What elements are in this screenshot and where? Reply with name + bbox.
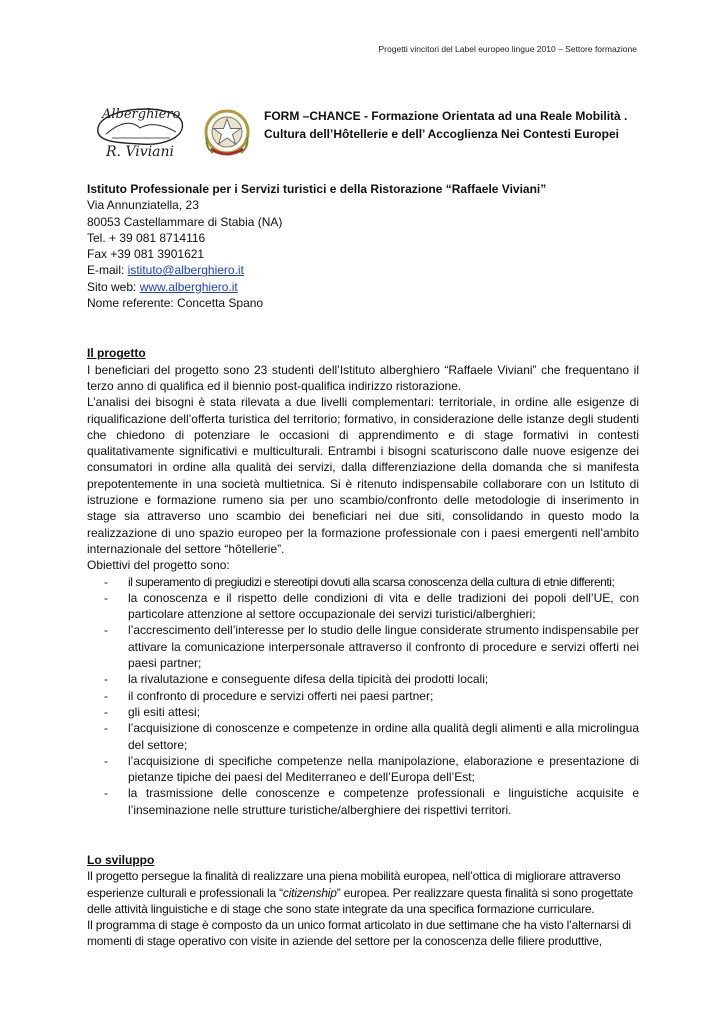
school-logo xyxy=(92,98,187,160)
institute-address: Via Annunziatella, 23 xyxy=(87,198,199,213)
institute-city: 80053 Castellammare di Stabia (NA) xyxy=(87,214,283,229)
objective-item: - gli esiti attesi; xyxy=(87,704,639,720)
sviluppo-paragraph-1 xyxy=(87,868,639,917)
project-title-line1: FORM –CHANCE - Formazione Orientata ad una Reale Mobilità . xyxy=(264,109,628,123)
project-title-line2: Cultura dell’Hôtellerie e dell’ Accoglienza Nei Contesti Europei xyxy=(264,127,619,141)
objective-item: - il superamento di pregiudizi e stereotipi dovuti alla scarsa conoscenza della cultura di etnie differenti; xyxy=(87,574,639,590)
section-heading-sviluppo: Lo sviluppo xyxy=(87,852,155,867)
objective-item: - il confronto di procedure e servizi offerti nei paesi partner; xyxy=(87,688,639,704)
website-link[interactable]: www.alberghiero.it xyxy=(139,279,238,294)
institute-email-line xyxy=(87,262,639,278)
sviluppo-paragraph-2: Il programma di stage è composto da un unico format articolato in due settimane che ha visto l’alternarsi di momenti di stage operativo con visite in aziende del settore per la conoscenza delle filiere produttive, xyxy=(87,918,632,949)
web-label: Sito web: xyxy=(87,279,140,294)
project-title xyxy=(264,107,664,143)
objectives-list xyxy=(87,574,639,818)
school-logo-subname: R. Viviani xyxy=(106,144,175,160)
section-heading-progetto: Il progetto xyxy=(87,346,146,361)
italian-emblem-icon xyxy=(201,107,253,163)
document-body xyxy=(87,181,639,950)
institute-web-line xyxy=(87,279,639,295)
institute-referent: Nome referente: Concetta Spano xyxy=(87,296,264,311)
objective-item: - l’acquisizione di specifiche competenze nella manipolazione, elaborazione e presentazione di pietanze tipiche dei paesi del Mediterraneo e dell’Europa dell’Est; xyxy=(87,753,639,786)
institute-tel: Tel. + 39 081 8714116 xyxy=(87,230,206,245)
citizenship-term: citizenship xyxy=(282,885,337,900)
sviluppo-text-before: Il progetto persegue la finalità di realizzare una piena mobilità europea, nell’ottica di migliorare attraverso esperienze culturali e professionali la “ xyxy=(87,869,621,900)
objective-item: - l’accrescimento dell’interesse per lo studio delle lingue considerate strumento indispensabile per attivare la comunicazione interpersonale attraverso il confronto di procedure e servizi offerti nei paesi partner; xyxy=(87,622,639,671)
objective-item: - l’acquisizione di conoscenze e competenze in ordine alla qualità degli alimenti e alla microlingua del settore; xyxy=(87,720,639,753)
progetto-paragraph-1: I beneficiari del progetto sono 23 studenti dell’Istituto alberghiero “Raffaele Viviani” che frequentano il terzo anno di qualifica ed il biennio post-qualifica indirizzo ristorazione. xyxy=(87,362,639,393)
email-link[interactable]: istituto@alberghiero.it xyxy=(127,263,244,278)
email-label: E-mail: xyxy=(87,263,128,278)
objective-item: - la conoscenza e il rispetto delle condizioni di vita e delle tradizioni dei popoli dell’UE, con particolare attenzione al settore occupazionale dei servizi turistici/alberghieri; xyxy=(87,590,639,623)
objectives-intro: Obiettivi del progetto sono: xyxy=(87,558,230,573)
objective-item: - la trasmissione delle conoscenze e competenze professionali e linguistiche acquisite e l’inseminazione nelle strutture turistiche/alberghiere dei rispettivi territori. xyxy=(87,785,639,818)
progetto-paragraph-2: L’analisi dei bisogni è stata rilevata a due livelli complementari: territoriale, in ordine alle esigenze di riqualificazione dell’offerta turistica del territorio; formativo, in considerazione delle istanze degli studenti che chiedono di potenziare le occasioni di apprendimento e di stage formativi in contesti qualitativamente significativi e multiculturali. Entrambi i bisogni scaturiscono dalle nuove esigenze dei consumatori in ordine alla qualità dei servizi, dalla differenziazione della domanda che si manifesta prepotentemente in una società multietnica. Si è ritenuto indispensabile collaborare con un Istituto di istruzione e formazione rumeno sia per uno scambio/confronto delle metodologie di inserimento in stage sia attraverso uno scambio dei beneficiari nei due siti, consolidando in questo modo la realizzazione di uno spazio europeo per la formazione professionale con i paesi emergenti nell’ambito internazionale del settore “hôtellerie”. xyxy=(87,395,639,556)
institute-fax: Fax +39 081 3901621 xyxy=(87,247,205,262)
institute-name: Istituto Professionale per i Servizi turistici e della Ristorazione “Raffaele Viviani” xyxy=(87,182,547,196)
sviluppo-text-after: ” europea. Per realizzare questa finalità si sono progettate delle attività linguistiche e di stage che sono state integrate da una specifica formazione curriculare. xyxy=(87,885,633,916)
objective-item: - la rivalutazione e conseguente difesa della tipicità dei prodotti locali; xyxy=(87,671,639,687)
school-logo-name: Alberghiero xyxy=(102,107,181,122)
running-header: Progetti vincitori del Label europeo lingue 2010 – Settore formazione xyxy=(378,44,637,54)
